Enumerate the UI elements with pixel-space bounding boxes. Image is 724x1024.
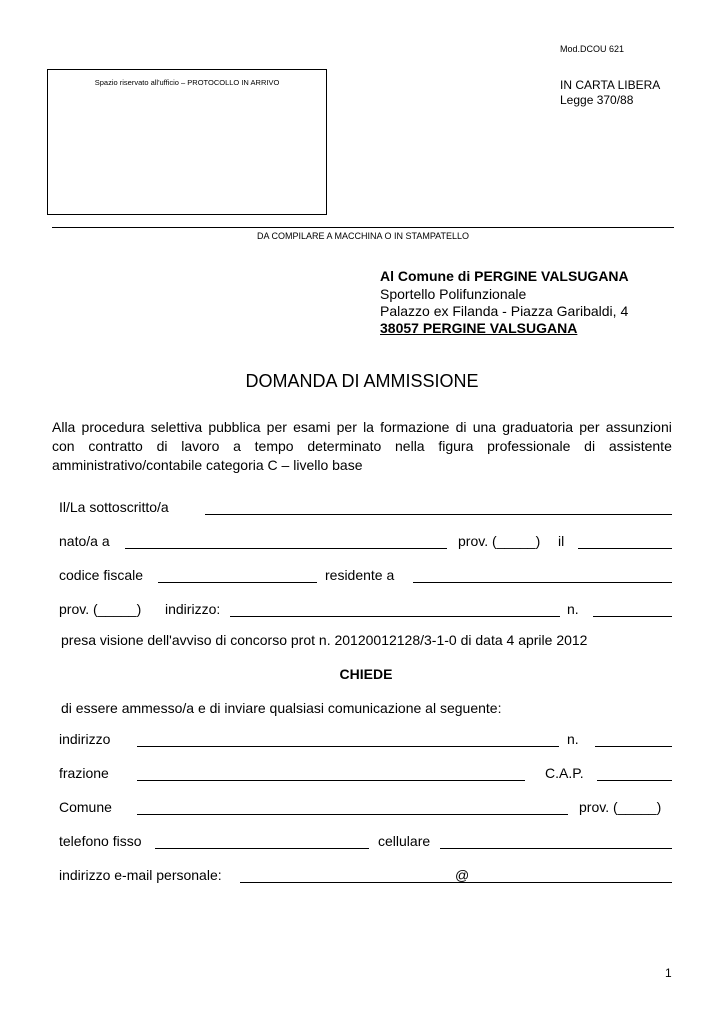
- intro-word: assistente: [608, 438, 672, 454]
- cap-label: C.A.P.: [545, 765, 584, 781]
- intro-word: figura: [438, 438, 474, 454]
- n-res-field[interactable]: [593, 616, 672, 617]
- intro-word: esami: [293, 419, 331, 435]
- intro-line-3: [52, 456, 672, 475]
- intro-word: con: [52, 438, 75, 454]
- residente-a-label: residente a: [325, 567, 395, 583]
- chiede-text: di essere ammesso/a e di inviare qualsiasi comunicazione al seguente:: [61, 700, 502, 716]
- cellulare-field[interactable]: [440, 848, 672, 849]
- intro-word: pubblica: [208, 419, 261, 435]
- fill-instruction: DA COMPILARE A MACCHINA O IN STAMPATELLO: [256, 231, 470, 241]
- intro-line-1: [52, 418, 672, 437]
- codice-fiscale-label: codice fiscale: [59, 567, 144, 583]
- n-label: n.: [567, 731, 579, 747]
- intro-word: per: [266, 419, 287, 435]
- recipient-line-1: Al Comune di PERGINE VALSUGANA: [380, 268, 629, 284]
- nato-a-field[interactable]: [125, 548, 447, 549]
- intro-word: una: [472, 419, 497, 435]
- stamp-line-2: Legge 370/88: [560, 93, 634, 107]
- frazione-label: frazione: [59, 765, 109, 781]
- intro-word: nella: [395, 438, 425, 454]
- comune-field[interactable]: [137, 814, 568, 815]
- n-res-label: n.: [567, 601, 579, 617]
- comune-label: Comune: [59, 799, 112, 815]
- header-divider: [52, 227, 674, 228]
- cellulare-label: cellulare: [378, 833, 431, 849]
- il-label: il: [558, 533, 565, 549]
- recipient-line-3: Palazzo ex Filanda - Piazza Garibaldi, 4: [380, 303, 629, 319]
- intro-word: graduatoria: [502, 419, 574, 435]
- intro-word: assunzioni: [605, 419, 672, 435]
- presa-visione-text: presa visione dell'avviso di concorso prot n. 20120012128/3-1-0 di data 4 aprile 2012: [61, 632, 588, 648]
- intro-word: per: [579, 419, 600, 435]
- intro-word: contratto: [88, 438, 143, 454]
- sottoscritto-field[interactable]: [205, 514, 672, 515]
- birth-date-field[interactable]: [578, 548, 672, 549]
- indirizzo-field[interactable]: [137, 746, 559, 747]
- office-box-label: Spazio riservato all'ufficio – PROTOCOLLO IN ARRIVO: [94, 78, 280, 87]
- intro-word: Alla: [52, 419, 76, 435]
- stamp-line-1: IN CARTA LIBERA: [560, 78, 661, 92]
- intro-word: a: [233, 438, 241, 454]
- recipient-line-2: Sportello Polifunzionale: [380, 286, 527, 302]
- page-title: DOMANDA DI AMMISSIONE: [245, 371, 479, 391]
- intro-word: la: [363, 419, 374, 435]
- intro-paragraph: [52, 418, 672, 475]
- intro-word: selettiva: [150, 419, 203, 435]
- nato-a-label: nato/a a: [59, 533, 110, 549]
- indirizzo-res-label: indirizzo:: [165, 601, 221, 617]
- intro-word: determinato: [307, 438, 382, 454]
- email-label: indirizzo e-mail personale:: [59, 867, 222, 883]
- page-number: 1: [665, 966, 672, 980]
- intro-word: di: [156, 438, 168, 454]
- indirizzo-label: indirizzo: [59, 731, 111, 747]
- indirizzo-res-field[interactable]: [230, 616, 560, 617]
- intro-word: per: [336, 419, 357, 435]
- prov-born-label[interactable]: prov. (_____): [458, 533, 541, 549]
- n-field[interactable]: [595, 746, 672, 747]
- telefono-field[interactable]: [155, 848, 369, 849]
- intro-line-2: [52, 437, 672, 456]
- intro-word: lavoro: [181, 438, 220, 454]
- intro-word: procedura: [81, 419, 145, 435]
- codice-fiscale-field[interactable]: [158, 582, 317, 583]
- intro-line-3-text: amministrativo/contabile categoria C – livello base: [52, 457, 363, 473]
- cap-field[interactable]: [597, 780, 672, 781]
- at-sign: @: [455, 867, 470, 883]
- intro-word: di: [584, 438, 596, 454]
- chiede-heading: CHIEDE: [339, 666, 393, 682]
- telefono-label: telefono fisso: [59, 833, 142, 849]
- prov-label[interactable]: prov. (_____): [579, 799, 662, 815]
- office-protocol-box: [47, 69, 327, 215]
- sottoscritto-label: Il/La sottoscritto/a: [59, 499, 169, 515]
- residente-a-field[interactable]: [413, 582, 672, 583]
- prov-res-label[interactable]: prov. (_____): [59, 601, 142, 617]
- intro-word: formazione: [380, 419, 450, 435]
- intro-word: tempo: [254, 438, 294, 454]
- recipient-line-4: 38057 PERGINE VALSUGANA: [380, 320, 578, 336]
- intro-word: professionale: [487, 438, 571, 454]
- form-code: Mod.DCOU 621: [560, 44, 625, 54]
- intro-word: di: [455, 419, 467, 435]
- frazione-field[interactable]: [137, 780, 525, 781]
